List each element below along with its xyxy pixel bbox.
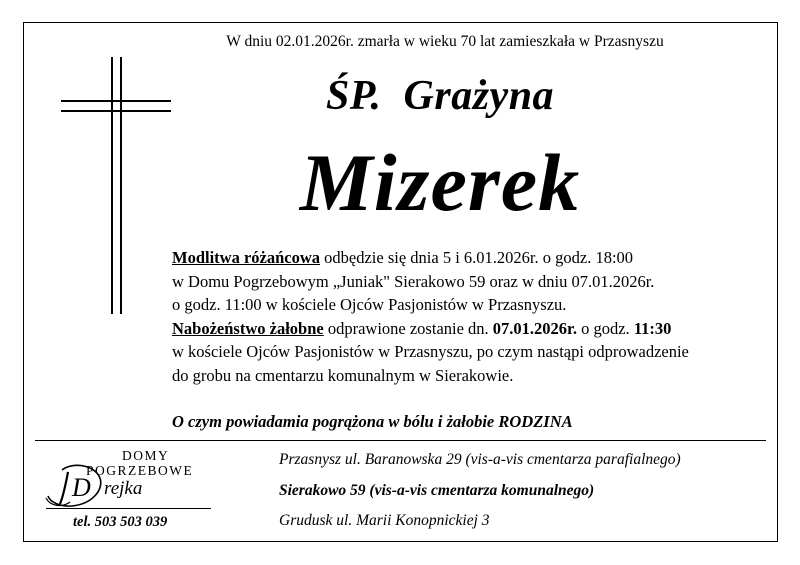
death-announcement: W dniu 02.01.2026r. zmarła w wieku 70 lat zamieszkała w Przasnyszu — [226, 33, 664, 50]
logo-line-1: DOMY — [122, 448, 170, 463]
funeral-label: Nabożeństwo żałobne — [172, 318, 324, 338]
address-grudusk: Grudusk ul. Marii Konopnickiej 3 — [279, 512, 490, 529]
logo-initial: D — [72, 473, 91, 502]
phone-number: tel. 503 503 039 — [73, 514, 168, 530]
funeral-time-prefix: o godz. — [576, 318, 634, 338]
rosary-details: odbędzie się dnia 5 i 6.01.2026r. o godz. 18:00 — [320, 248, 634, 267]
family-closing: O czym powiadamia pogrążona w bólu i żałobie RODZINA — [172, 412, 573, 431]
rosary-label: Modlitwa różańcowa — [172, 248, 321, 267]
rosary-location: w Domu Pogrzebowym „Juniak" Sierakowo 59 oraz w dniu 07.01.2026r. — [172, 271, 655, 291]
burial-location: do grobu na cmentarzu komunalnym w Sierakowie. — [172, 365, 514, 385]
logo-line-3: rejka — [104, 478, 143, 499]
funeral-date: 07.01.2026r. — [492, 318, 577, 338]
deceased-surname: Mizerek — [299, 137, 581, 228]
funeral-time: 11:30 — [633, 318, 672, 338]
logo-line-2: POGRZEBOWE — [86, 463, 194, 478]
divider — [35, 440, 766, 441]
address-przasnysz: Przasnysz ul. Baranowska 29 (vis-a-vis cmentarza parafialnego) — [279, 451, 681, 468]
deceased-first-name: ŚP. Grażyna — [325, 73, 555, 119]
address-sierakowo: Sierakowo 59 (vis-a-vis cmentarza komunalnego) — [279, 482, 595, 499]
logo-monogram-icon — [42, 456, 106, 514]
logo-underline — [46, 508, 211, 509]
ceremony-details — [172, 246, 752, 388]
rosary-second-time: o godz. 11:00 w kościele Ojców Pasjonistów w Przasnyszu. — [172, 295, 567, 315]
funeral-text: odprawione zostanie dn. — [323, 318, 493, 338]
funeral-location: w kościele Ojców Pasjonistów w Przasnyszu, po czym nastąpi odprowadzenie — [172, 342, 689, 362]
